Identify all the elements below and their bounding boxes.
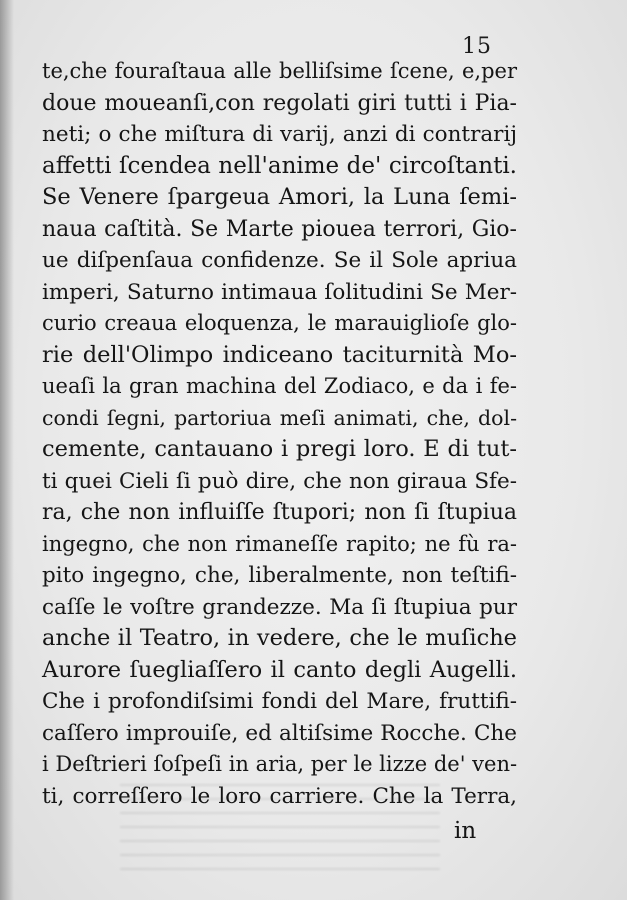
text-line: Aurore ſuegliaſſero il canto degli Augelli. xyxy=(42,656,517,683)
text-line: ti, correſſero le loro carriere. Che la Terra, xyxy=(42,783,517,809)
body-text xyxy=(42,56,517,812)
text-line: i Deſtrieri ſoſpeſi in aria, per le lizze de' ven- xyxy=(42,752,518,776)
text-line: ti quei Cieli ſi può dire, che non giraua Sfe- xyxy=(42,468,517,494)
text-line: Che i profondiſsimi fondi del Mare, fruttifi- xyxy=(42,689,517,714)
text-line: ra, che non influiſſe ſtupori; non ſi ſtupiua xyxy=(42,500,517,525)
text-line: te,che fouraſtaua alle belliſsime ſcene, e,per xyxy=(42,59,517,83)
text-line: ue diſpenſaua confidenze. Se il Sole apriua xyxy=(42,248,517,273)
spine-shadow xyxy=(0,0,14,900)
text-line: anche il Teatro, in vedere, che le muſiche xyxy=(42,625,517,651)
text-line: ueaſi la gran machina del Zodiaco, e da i fe- xyxy=(42,374,517,398)
text-line: rie dell'Olimpo indiceano taciturnità Mo- xyxy=(42,341,517,368)
text-line: caſſero improuiſe, ed altiſsime Rocche. Che xyxy=(42,720,517,746)
catchword: in xyxy=(454,818,477,844)
text-line: ingegno, che non rimaneſſe rapito; ne fù ra- xyxy=(42,531,517,556)
text-line: Se Venere ſpargeua Amori, la Luna ſemi- xyxy=(42,184,517,210)
text-line: neti; o che miſtura di varij, anzi di contrarij xyxy=(42,122,517,147)
text-line: doue moueanſi,con regolati giri tutti i Pia- xyxy=(42,90,517,116)
text-line: imperi, Saturno intimaua ſolitudini Se Mer- xyxy=(42,279,517,305)
text-line: cemente, cantauano i pregi loro. E di tut- xyxy=(42,436,517,462)
text-line: pito ingegno, che, liberalmente, non teſtifi- xyxy=(42,563,517,588)
page-number: 15 xyxy=(462,34,492,59)
text-line: caſſe le voſtre grandezze. Ma ſi ſtupiua pur xyxy=(42,594,517,620)
text-line: naua caſtità. Se Marte piouea terrori, Gio- xyxy=(42,216,517,242)
text-line: curio creaua eloquenza, le marauiglioſe glo- xyxy=(42,311,517,335)
text-line: affetti ſcendea nell'anime de' circoſtanti. xyxy=(42,152,517,179)
text-line: condi ſegni, partoriua meſi animati, che, dol- xyxy=(42,405,517,430)
